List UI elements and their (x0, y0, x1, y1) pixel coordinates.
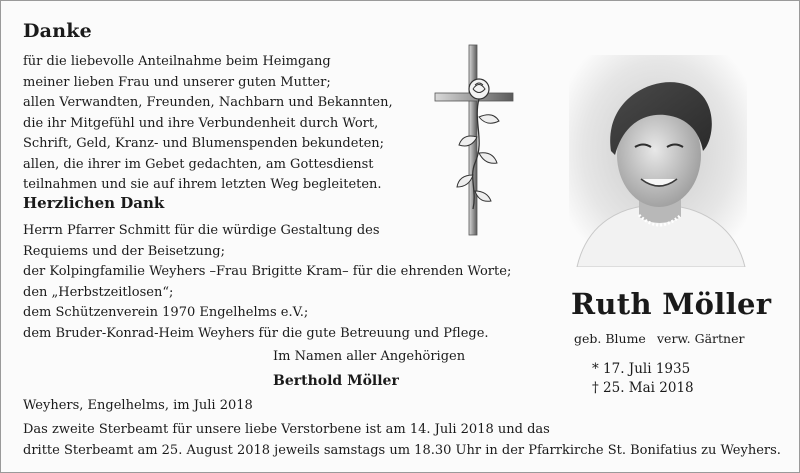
special-thanks-heading: Herzlichen Dank (23, 194, 165, 212)
signature-name: Berthold Möller (273, 373, 399, 389)
mass-notice-line: Das zweite Sterbeamt für unsere liebe Verstorbene ist am 14. Juli 2018 und das (23, 422, 550, 437)
special-thanks-line: Herrn Pfarrer Schmitt für die würdige Gestaltung des (23, 223, 380, 238)
thanks-line: teilnahmen und sie auf ihrem letzten Weg begleiteten. (23, 177, 382, 192)
thanks-line: meiner lieben Frau und unserer guten Mutter; (23, 74, 331, 90)
thanks-line: Schrift, Geld, Kranz- und Blumenspenden bekundeten; (23, 136, 385, 151)
mass-notice (23, 419, 781, 461)
mass-notice-line: dritte Sterbeamt am 25. August 2018 jeweils samstags um 18.30 Uhr in der Pfarrkirche St. Bonifatius zu Weyhers. (23, 443, 781, 458)
place-date: Weyhers, Engelhelms, im Juli 2018 (23, 398, 253, 413)
cross-with-rose-icon (433, 41, 515, 241)
thanks-line: für die liebevolle Anteilnahme beim Heimgang (23, 54, 331, 69)
thanks-line: die ihr Mitgefühl und ihre Verbundenheit durch Wort, (23, 115, 379, 131)
thanks-line: allen, die ihrer im Gebet gedachten, am Gottesdienst (23, 156, 374, 172)
death-date: † 25. Mai 2018 (592, 380, 694, 396)
special-thanks-line: dem Schützenverein 1970 Engelhelms e.V.; (23, 305, 309, 320)
former-name: verw. Gärtner (657, 331, 745, 346)
thanks-line: allen Verwandten, Freunden, Nachbarn und Bekannten, (23, 95, 393, 110)
maiden-name: geb. Blume (574, 331, 646, 346)
special-thanks-line: dem Bruder-Konrad-Heim Weyhers für die gute Betreuung und Pflege. (23, 325, 489, 341)
birth-date: * 17. Juli 1935 (592, 361, 691, 377)
special-thanks-line: der Kolpingfamilie Weyhers –Frau Brigitte Kram– für die ehrenden Worte; (23, 264, 512, 279)
signature-intro: Im Namen aller Angehörigen (273, 349, 466, 364)
special-thanks-line: den „Herbstzeitlosen“; (23, 284, 174, 300)
special-thanks-line: Requiems und der Beisetzung; (23, 243, 226, 259)
thanks-paragraph (23, 52, 393, 196)
thanks-heading: Danke (23, 20, 92, 42)
deceased-name: Ruth Möller (571, 287, 772, 321)
portrait-photo (569, 55, 747, 267)
